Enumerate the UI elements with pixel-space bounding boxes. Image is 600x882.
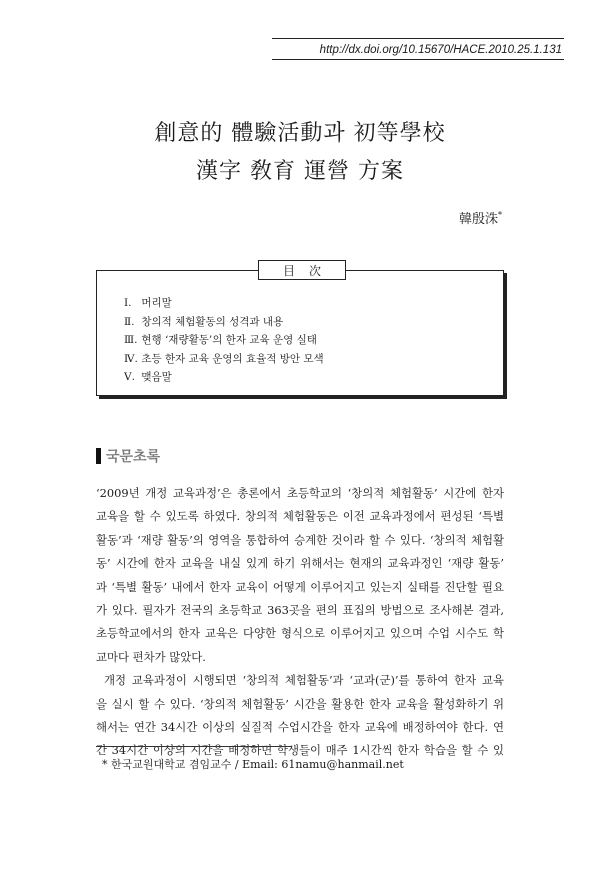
toc-item-label: 현행 ‘재량활동’의 한자 교육 운영 실태 bbox=[141, 334, 317, 346]
toc-item-number: Ⅲ. bbox=[124, 334, 138, 346]
paper-title-line-1: 創意的 體驗活動과 初等學校 bbox=[154, 121, 446, 146]
abstract-heading bbox=[96, 446, 160, 466]
abstract-line: 과 ‘특별 활동’ 내에서 한자 교육이 어떻게 이루어지고 있는지 실태를 진단할 필요 bbox=[96, 579, 504, 594]
paper-title-line-2: 漢字 敎育 運營 方案 bbox=[196, 159, 404, 184]
heading-bar-marker bbox=[96, 448, 101, 464]
toc-list bbox=[124, 294, 324, 387]
abstract-line: 초등학교에서의 한자 교육은 다양한 형식으로 이루어지고 있으며 수업 시수도 학 bbox=[96, 626, 504, 641]
toc-item[interactable] bbox=[124, 313, 324, 332]
toc-item[interactable] bbox=[124, 368, 324, 387]
abstract-line: 가 있다. 필자가 전국의 초등학교 363곳을 편의 표집의 방법으로 조사해본 결과, bbox=[96, 602, 504, 617]
footnote-divider bbox=[96, 746, 292, 747]
toc-item-label: 창의적 체험활동의 성격과 내용 bbox=[141, 315, 284, 328]
author bbox=[459, 208, 502, 227]
toc-item-label: 머리말 bbox=[141, 297, 172, 309]
abstract-line: 동’ 시간에 한자 교육을 내실 있게 하기 위해서는 현재의 교육과정인 ‘재량 활동’ bbox=[96, 556, 504, 571]
abstract-line: 교마다 편차가 많았다. bbox=[96, 649, 206, 664]
author-name: 韓殷洙 bbox=[458, 212, 498, 227]
abstract-line: ‘2009년 개정 교육과정’은 총론에서 초등학교의 ‘창의적 체험활동’ 시간에 한자 bbox=[96, 486, 504, 500]
abstract-body bbox=[96, 482, 504, 763]
toc-heading: 目次 bbox=[258, 260, 346, 280]
abstract-heading-label: 국문초록 bbox=[106, 449, 161, 465]
author-footnote: * 한국교원대학교 겸임교수 / Email: 61namu@hanmail.net bbox=[102, 758, 404, 771]
toc-item-number: Ⅴ. bbox=[124, 371, 135, 383]
toc-item-label: 맺음말 bbox=[141, 371, 172, 383]
abstract-line: 교육을 할 수 있도록 하였다. 창의적 체험활동은 이전 교육과정에서 편성된 ‘특별 bbox=[96, 509, 504, 524]
toc-item-number: Ⅳ. bbox=[124, 352, 138, 365]
toc-item-number: Ⅱ. bbox=[124, 315, 135, 328]
abstract-line: 활동’과 ‘재량 활동’의 영역을 통합하여 승계한 것이라 할 수 있다. ‘창의적 체험활 bbox=[96, 532, 504, 547]
doi-link[interactable]: http://dx.doi.org/10.15670/HACE.2010.25.1.131 bbox=[272, 38, 564, 60]
toc-item[interactable] bbox=[124, 350, 324, 369]
toc-item[interactable] bbox=[124, 331, 324, 350]
abstract-line: 개정 교육과정이 시행되면 ‘창의적 체험활동’과 ‘교과(군)’를 통하여 한자 교육 bbox=[104, 673, 504, 688]
toc-item-number: Ⅰ. bbox=[124, 297, 132, 309]
abstract-line: 해서는 연간 34시간 이상의 실질적 수업시간을 한자 교육에 배정하여야 한다. 연 bbox=[96, 719, 504, 734]
abstract-line: 간 34시간 이상의 시간을 배정하면 학생들이 매주 1시간씩 한자 학습을 할 수 있 bbox=[96, 743, 504, 758]
toc-item[interactable] bbox=[124, 294, 324, 313]
author-footnote-mark: * bbox=[498, 210, 502, 220]
abstract-line: 을 실시 할 수 있다. ‘창의적 체험활동’ 시간을 활용한 한자 교육을 활성화하기 위 bbox=[96, 696, 504, 711]
toc-item-label: 초등 한자 교육 운영의 효율적 방안 모색 bbox=[141, 352, 324, 365]
